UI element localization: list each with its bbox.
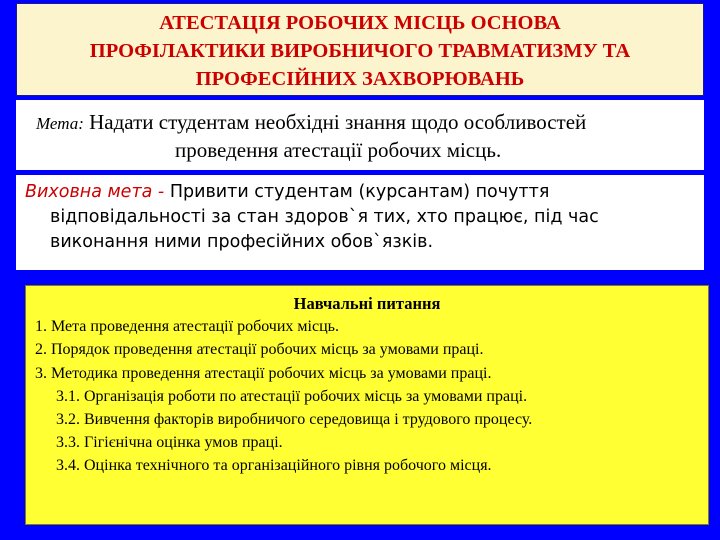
topic-item: 3. Методика проведення атестації робочих місць за умовами праці. [35, 364, 492, 382]
title-line-2: ПРОФІЛАКТИКИ ВИРОБНИЧОГО ТРАВМАТИЗМУ ТА [89, 40, 631, 62]
topic-subitem: 3.1. Організація роботи по атестації робочих місць за умовами праці. [56, 387, 528, 405]
goal-text-2: проведення атестації робочих місць. [175, 138, 502, 162]
goal-line-1 [16, 109, 704, 137]
title-line-1: АТЕСТАЦІЯ РОБОЧИХ МІСЦЬ ОСНОВА [159, 12, 561, 34]
edu-goal-prefix: Виховна мета - [25, 182, 165, 202]
slide-title [16, 3, 704, 96]
title-line-3: ПРОФЕСІЙНИХ ЗАХВОРЮВАНЬ [195, 68, 525, 90]
topics-box [25, 285, 709, 525]
topic-subitem: 3.2. Вивчення факторів виробничого середовища і трудового процесу. [56, 411, 533, 429]
goal-prefix: Мета: [36, 114, 84, 133]
edu-goal-line-1 [16, 180, 704, 205]
topic-subitem: 3.4. Оцінка технічного та організаційного рівня робочого місця. [56, 457, 492, 475]
edu-goal-text-2: відповідальності за стан здоров`я тих, хто працює, під час [50, 207, 599, 227]
edu-goal-text-3: виконання ними професійних обов`язків. [50, 232, 434, 252]
topic-item: 1. Мета проведення атестації робочих місць. [35, 318, 339, 336]
topic-item: 2. Порядок проведення атестації робочих місць за умовами праці. [35, 341, 484, 359]
topics-heading: Навчальні питання [293, 294, 441, 313]
goal-text-1: Надати студентам необхідні знання щодо особливостей [89, 110, 587, 134]
goal-box [16, 100, 704, 170]
educational-goal-box [16, 175, 704, 270]
edu-goal-text-1: Привити студентам (курсантам) почуття [169, 182, 550, 202]
topic-subitem: 3.3. Гігієнічна оцінка умов праці. [56, 434, 283, 452]
